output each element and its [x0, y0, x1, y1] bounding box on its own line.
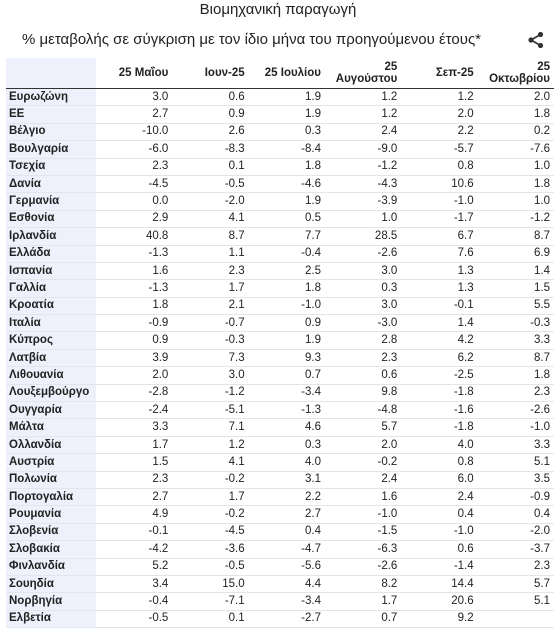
data-table [6, 58, 554, 628]
table-cell: -6.3 [325, 541, 401, 558]
chart-subtitle: % μεταβολής σε σύγκριση με τον ίδιο μήνα του προηγούμενου έτους* [22, 31, 482, 48]
table-cell: -5.7 [401, 141, 477, 158]
table-cell: 0.2 [478, 123, 554, 140]
table-cell: 0.9 [249, 315, 325, 332]
table-row [6, 141, 554, 158]
table-row [6, 384, 554, 401]
table-cell: 2.3 [96, 158, 172, 175]
table-cell: 2.7 [249, 506, 325, 523]
table-cell: 3.0 [96, 89, 172, 106]
table-row [6, 193, 554, 210]
table-cell: -1.3 [249, 402, 325, 419]
table-row [6, 541, 554, 558]
table-cell: -0.9 [96, 315, 172, 332]
table-cell: -4.2 [96, 541, 172, 558]
table-cell: -0.3 [478, 315, 554, 332]
table-cell: 5.2 [96, 558, 172, 575]
table-cell: 0.0 [96, 193, 172, 210]
table-cell: 6.2 [401, 349, 477, 366]
table-cell: -1.3 [96, 245, 172, 262]
table-cell: -8.3 [172, 141, 248, 158]
header-row [6, 58, 554, 89]
table-cell: 4.9 [96, 506, 172, 523]
table-cell: 0.9 [172, 106, 248, 123]
table-cell: 9.8 [325, 384, 401, 401]
table-cell: 0.1 [172, 158, 248, 175]
table-cell: -3.4 [249, 384, 325, 401]
table-row [6, 245, 554, 262]
row-label: Γαλλία [6, 280, 96, 297]
row-label: Πορτογαλία [6, 488, 96, 505]
table-cell: 2.4 [401, 488, 477, 505]
table-cell: -1.2 [478, 210, 554, 227]
table-cell: 6.7 [401, 228, 477, 245]
table-cell: 0.6 [401, 541, 477, 558]
table-cell: -3.7 [478, 541, 554, 558]
table-cell: -2.7 [249, 610, 325, 627]
table-cell: 0.6 [172, 89, 248, 106]
table-cell: 1.9 [249, 106, 325, 123]
table-cell: 5.5 [478, 297, 554, 314]
row-label: Λατβία [6, 349, 96, 366]
table-row [6, 280, 554, 297]
table-row [6, 471, 554, 488]
table-cell: 1.8 [249, 158, 325, 175]
table-cell: -4.6 [249, 175, 325, 192]
table-cell: 7.6 [401, 245, 477, 262]
table-cell: 1.6 [96, 262, 172, 279]
table-cell: -2.6 [325, 245, 401, 262]
table-cell: -1.3 [96, 280, 172, 297]
table-cell: -0.4 [249, 245, 325, 262]
table-cell: 3.5 [478, 471, 554, 488]
table-row [6, 315, 554, 332]
table-cell: 8.7 [478, 349, 554, 366]
table-cell: 28.5 [325, 228, 401, 245]
row-label: Ισπανία [6, 262, 96, 279]
table-cell: 1.8 [249, 280, 325, 297]
row-label: Τσεχία [6, 158, 96, 175]
table-cell: 0.4 [401, 506, 477, 523]
table-cell: 1.9 [249, 193, 325, 210]
table-cell: 3.3 [96, 419, 172, 436]
table-cell: 1.3 [401, 262, 477, 279]
column-header-name [6, 58, 96, 89]
table-cell: -0.5 [172, 175, 248, 192]
table-cell: 5.7 [325, 419, 401, 436]
row-label: Σλοβακία [6, 541, 96, 558]
table-cell: 2.3 [172, 262, 248, 279]
table-row [6, 89, 554, 106]
table-cell: -0.2 [172, 506, 248, 523]
table-cell: 1.9 [249, 332, 325, 349]
table-row [6, 402, 554, 419]
table-cell: 2.2 [401, 123, 477, 140]
row-label: Κροατία [6, 297, 96, 314]
data-table-wrapper [6, 58, 554, 628]
table-cell: 0.1 [172, 610, 248, 627]
row-label: Ολλανδία [6, 436, 96, 453]
table-cell: 4.4 [249, 575, 325, 592]
table-cell: 2.1 [172, 297, 248, 314]
table-cell: 1.8 [96, 297, 172, 314]
table-row [6, 523, 554, 540]
table-cell: 7.1 [172, 419, 248, 436]
table-cell: 7.7 [249, 228, 325, 245]
table-cell: 0.7 [325, 610, 401, 627]
column-header: 25 Μαΐου [96, 58, 172, 89]
column-header: 25 Αυγούστου [325, 58, 401, 89]
table-row [6, 297, 554, 314]
row-label: Μάλτα [6, 419, 96, 436]
row-label: Εσθονία [6, 210, 96, 227]
table-cell: 1.9 [249, 89, 325, 106]
table-cell: -4.8 [325, 402, 401, 419]
table-cell: -7.1 [172, 593, 248, 610]
row-label: Φινλανδία [6, 558, 96, 575]
table-cell: -1.4 [401, 558, 477, 575]
row-label: Δανία [6, 175, 96, 192]
table-cell: 4.1 [172, 210, 248, 227]
table-cell: 1.8 [478, 106, 554, 123]
table-cell: 2.7 [96, 106, 172, 123]
row-label: Σουηδία [6, 575, 96, 592]
row-label: Ουγγαρία [6, 402, 96, 419]
table-row [6, 610, 554, 627]
row-label: Κύπρος [6, 332, 96, 349]
row-label: Σλοβενία [6, 523, 96, 540]
row-label: Βουλγαρία [6, 141, 96, 158]
table-cell: 4.1 [172, 454, 248, 471]
table-cell: -9.0 [325, 141, 401, 158]
row-label: Ιταλία [6, 315, 96, 332]
table-cell: -3.9 [325, 193, 401, 210]
table-row [6, 123, 554, 140]
table-cell: 3.0 [325, 297, 401, 314]
table-row [6, 593, 554, 610]
table-cell: 8.7 [172, 228, 248, 245]
table-cell: -6.0 [96, 141, 172, 158]
table-cell: 0.8 [401, 454, 477, 471]
table-cell: 0.3 [325, 280, 401, 297]
table-cell: 0.7 [249, 367, 325, 384]
table-cell: -0.4 [96, 593, 172, 610]
table-cell: -8.4 [249, 141, 325, 158]
table-cell: 1.5 [478, 280, 554, 297]
table-cell: 2.3 [478, 384, 554, 401]
table-cell: 2.7 [96, 488, 172, 505]
table-row [6, 367, 554, 384]
table-cell: -4.7 [249, 541, 325, 558]
column-header: 25 Οκτωβρίου [478, 58, 554, 89]
table-cell: 1.7 [172, 488, 248, 505]
table-cell: 15.0 [172, 575, 248, 592]
table-cell: -4.5 [96, 175, 172, 192]
table-cell: 3.9 [96, 349, 172, 366]
table-cell: 2.4 [325, 471, 401, 488]
table-row [6, 210, 554, 227]
table-cell: -3.0 [325, 315, 401, 332]
table-cell: 0.4 [249, 523, 325, 540]
row-label: ΕΕ [6, 106, 96, 123]
share-icon[interactable] [527, 31, 545, 49]
table-cell: 2.4 [325, 123, 401, 140]
table-row [6, 158, 554, 175]
table-cell: 3.4 [96, 575, 172, 592]
table-cell: 2.8 [325, 332, 401, 349]
table-cell: -1.5 [325, 523, 401, 540]
table-cell: 3.0 [172, 367, 248, 384]
table-cell: -1.0 [325, 506, 401, 523]
table-cell: 1.7 [172, 280, 248, 297]
table-cell: 3.3 [478, 332, 554, 349]
table-cell: 1.6 [325, 488, 401, 505]
table-row [6, 349, 554, 366]
table-cell: 4.2 [401, 332, 477, 349]
table-cell: 1.7 [96, 436, 172, 453]
table-cell: 6.0 [401, 471, 477, 488]
table-cell: -5.6 [249, 558, 325, 575]
table-cell: 1.8 [478, 367, 554, 384]
table-row [6, 506, 554, 523]
table-cell: 2.3 [96, 471, 172, 488]
table-cell: 0.9 [96, 332, 172, 349]
table-cell: 3.1 [249, 471, 325, 488]
table-row [6, 558, 554, 575]
table-row [6, 262, 554, 279]
table-cell: -2.5 [401, 367, 477, 384]
column-header: 25 Ιουλίου [249, 58, 325, 89]
row-label: Ιρλανδία [6, 228, 96, 245]
table-cell: 1.3 [401, 280, 477, 297]
table-cell: 0.8 [401, 158, 477, 175]
table-cell: -1.0 [478, 419, 554, 436]
table-cell: 2.0 [401, 106, 477, 123]
row-label: Γερμανία [6, 193, 96, 210]
table-cell: 0.5 [249, 210, 325, 227]
table-cell: -0.1 [401, 297, 477, 314]
table-cell: 3.0 [325, 262, 401, 279]
table-cell: -1.2 [172, 384, 248, 401]
table-cell: 1.1 [172, 245, 248, 262]
table-cell: 2.0 [325, 436, 401, 453]
table-cell: 2.0 [478, 89, 554, 106]
table-cell: 1.0 [478, 158, 554, 175]
table-cell: 1.2 [401, 89, 477, 106]
table-cell: -1.8 [401, 384, 477, 401]
table-cell: 4.0 [401, 436, 477, 453]
table-cell: -3.4 [249, 593, 325, 610]
row-label: Βέλγιο [6, 123, 96, 140]
table-cell: 10.6 [401, 175, 477, 192]
table-row [6, 454, 554, 471]
table-cell: -2.8 [96, 384, 172, 401]
table-cell: 40.8 [96, 228, 172, 245]
table-cell: 4.6 [249, 419, 325, 436]
table-cell: 14.4 [401, 575, 477, 592]
table-cell: 20.6 [401, 593, 477, 610]
table-cell: 8.2 [325, 575, 401, 592]
table-cell: -1.6 [401, 402, 477, 419]
table-cell: 1.0 [478, 193, 554, 210]
table-cell: 5.1 [478, 593, 554, 610]
table-row [6, 175, 554, 192]
table-cell: -3.6 [172, 541, 248, 558]
row-label: Ρουμανία [6, 506, 96, 523]
table-cell: 2.0 [96, 367, 172, 384]
table-cell: -4.3 [325, 175, 401, 192]
table-cell: 2.3 [325, 349, 401, 366]
table-cell: 4.0 [249, 454, 325, 471]
table-row [6, 419, 554, 436]
row-label: Ελβετία [6, 610, 96, 627]
table-body [6, 89, 554, 628]
table-row [6, 106, 554, 123]
table-cell: -0.2 [172, 471, 248, 488]
table-row [6, 488, 554, 505]
table-cell: 3.3 [478, 436, 554, 453]
table-cell: -1.0 [401, 523, 477, 540]
table-cell: -7.6 [478, 141, 554, 158]
table-cell: 1.2 [325, 106, 401, 123]
table-cell: 1.5 [96, 454, 172, 471]
table-cell: 2.9 [96, 210, 172, 227]
table-row [6, 332, 554, 349]
table-cell: 1.7 [325, 593, 401, 610]
row-label: Λιθουανία [6, 367, 96, 384]
table-cell: -1.0 [401, 193, 477, 210]
table-cell: -2.6 [478, 402, 554, 419]
table-cell: -0.5 [172, 558, 248, 575]
table-cell: -1.2 [325, 158, 401, 175]
table-cell: -0.3 [172, 332, 248, 349]
table-cell: -4.5 [172, 523, 248, 540]
table-cell: 0.3 [249, 123, 325, 140]
table-cell: -1.0 [249, 297, 325, 314]
table-cell: 6.9 [478, 245, 554, 262]
table-cell: 8.7 [478, 228, 554, 245]
table-cell: -0.7 [172, 315, 248, 332]
table-cell: 5.7 [478, 575, 554, 592]
column-header: Ιουν-25 [172, 58, 248, 89]
table-cell: -2.0 [478, 523, 554, 540]
table-cell: 0.3 [249, 436, 325, 453]
row-label: Πολωνία [6, 471, 96, 488]
table-cell: 9.3 [249, 349, 325, 366]
row-label: Ευρωζώνη [6, 89, 96, 106]
table-row [6, 228, 554, 245]
table-cell: 2.3 [478, 558, 554, 575]
table-cell: 5.1 [478, 454, 554, 471]
table-cell: -2.0 [172, 193, 248, 210]
column-header: Σεπ-25 [401, 58, 477, 89]
table-cell: 1.2 [172, 436, 248, 453]
row-label: Αυστρία [6, 454, 96, 471]
table-cell: 1.8 [478, 175, 554, 192]
table-cell: -1.8 [401, 419, 477, 436]
table-cell: 0.6 [325, 367, 401, 384]
table-cell: 7.3 [172, 349, 248, 366]
row-label: Ελλάδα [6, 245, 96, 262]
table-cell: -2.6 [325, 558, 401, 575]
chart-title: Βιομηχανική παραγωγή [199, 1, 357, 18]
table-cell: -10.0 [96, 123, 172, 140]
table-cell: -0.1 [96, 523, 172, 540]
table-cell: -1.7 [401, 210, 477, 227]
table-cell: 0.4 [478, 506, 554, 523]
table-cell: 2.5 [249, 262, 325, 279]
table-cell: 1.2 [325, 89, 401, 106]
table-cell: -0.5 [96, 610, 172, 627]
table-cell: -0.2 [325, 454, 401, 471]
table-cell: 1.4 [401, 315, 477, 332]
table-cell: -0.9 [478, 488, 554, 505]
table-cell: 1.4 [478, 262, 554, 279]
table-cell: -5.1 [172, 402, 248, 419]
table-cell: 2.6 [172, 123, 248, 140]
table-cell: 9.2 [401, 610, 477, 627]
table-cell: 2.2 [249, 488, 325, 505]
table-row [6, 575, 554, 592]
row-label: Νορβηγία [6, 593, 96, 610]
table-cell: -2.4 [96, 402, 172, 419]
table-cell [478, 610, 554, 627]
row-label: Λουξεμβούργο [6, 384, 96, 401]
table-row [6, 436, 554, 453]
table-cell: 1.0 [325, 210, 401, 227]
